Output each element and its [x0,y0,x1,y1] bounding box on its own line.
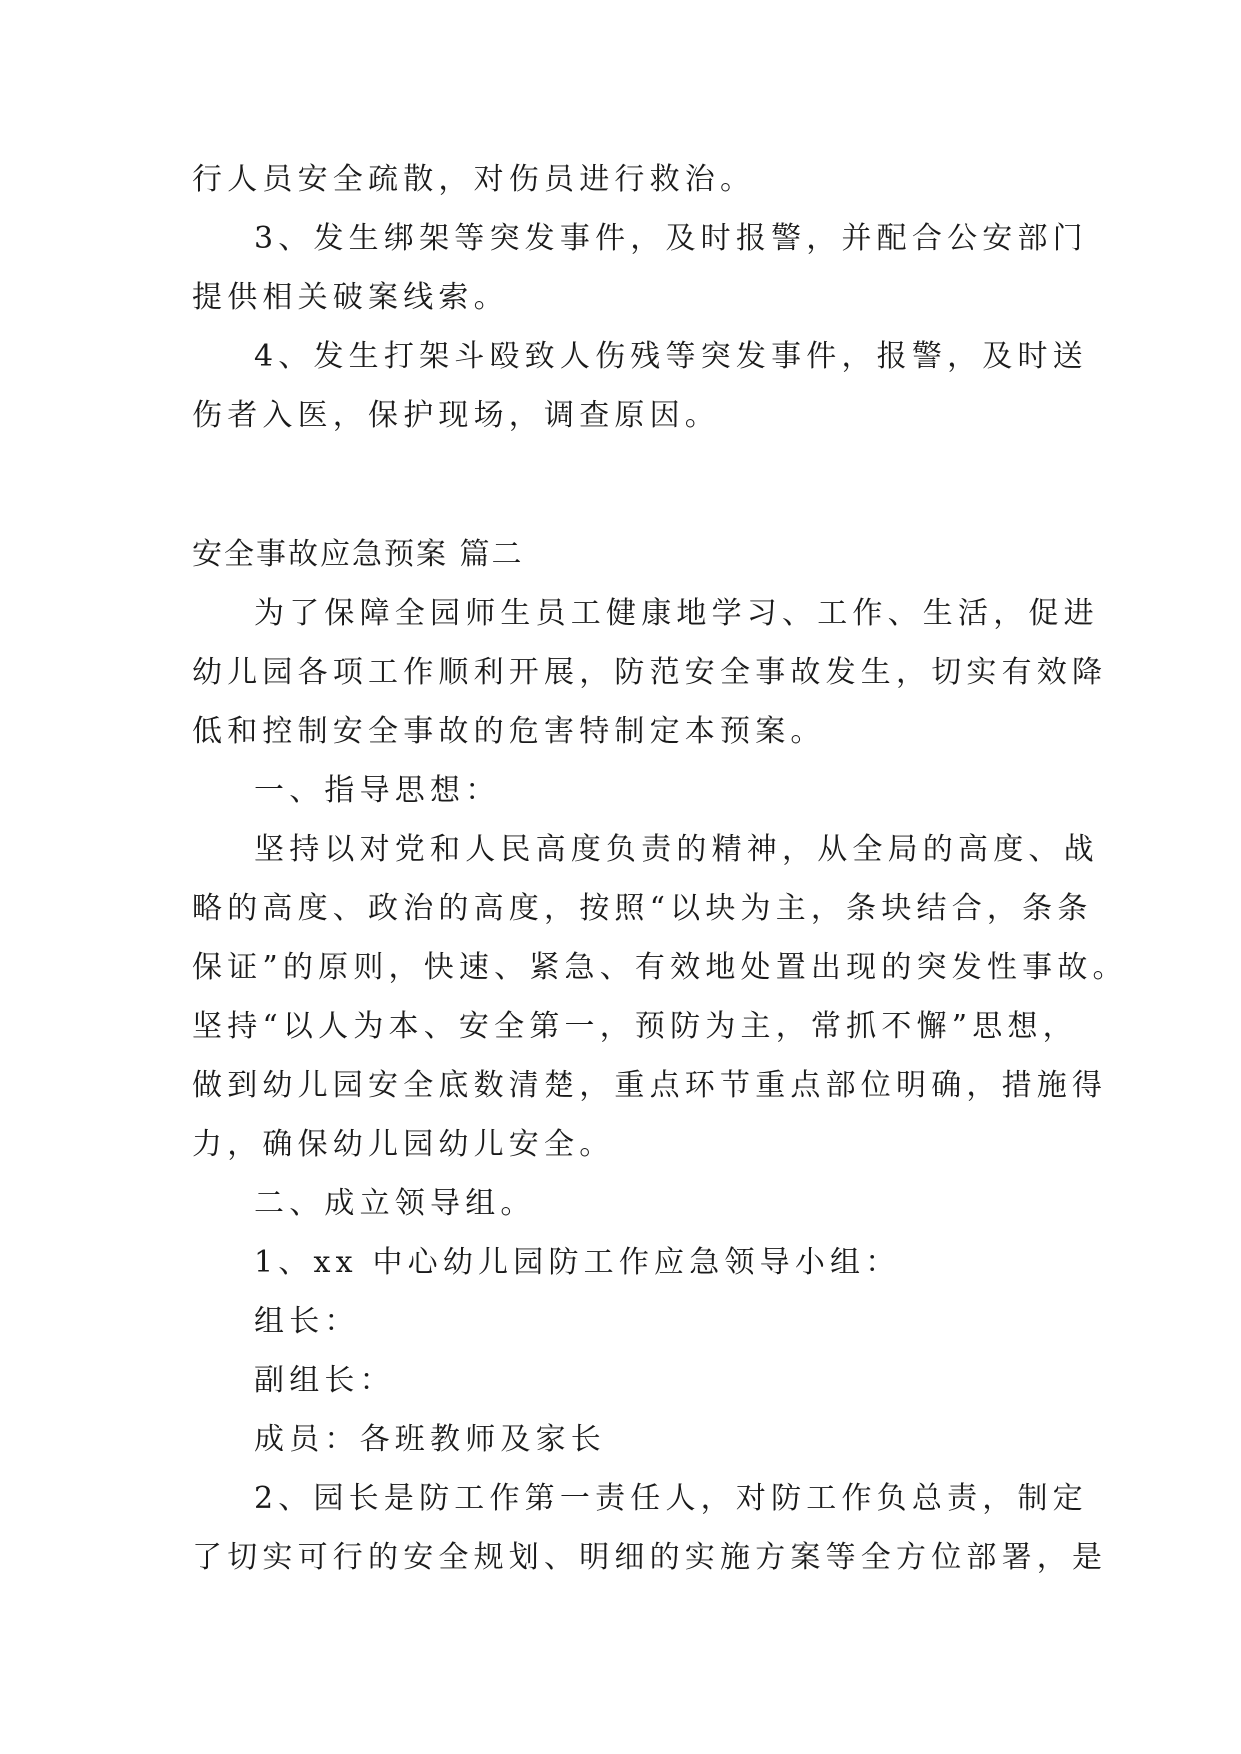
paragraph-line: 4、发生打架斗殴致人伤残等突发事件，报警，及时送 [254,339,1088,374]
paragraph-line: 组长： [254,1304,360,1339]
paragraph-line: 成员：各班教师及家长 [254,1422,606,1457]
section-gap [192,445,1050,525]
paragraph-line: 2、园长是防工作第一责任人，对防工作负总责，制定 [254,1481,1088,1516]
paragraph-line: 1、xx 中心幼儿园防工作应急领导小组： [254,1245,901,1280]
document-body [192,150,1128,1587]
paragraph-line: 略的高度、政治的高度，按照“以块为主，条块结合，条条 [192,891,1093,926]
paragraph-line: 坚持以对党和人民高度负责的精神，从全局的高度、战 [254,832,1099,867]
paragraph-line: 保证”的原则，快速、紧急、有效地处置出现的突发性事故。 [192,950,1128,985]
paragraph-line: 副组长： [254,1363,395,1398]
paragraph-line: 幼儿园各项工作顺利开展，防范安全事故发生，切实有效降 [192,655,1108,690]
paragraph-line: 了切实可行的安全规划、明细的实施方案等全方位部署，是 [192,1540,1108,1575]
paragraph-line: 为了保障全园师生员工健康地学习、工作、生活，促进 [254,596,1099,631]
paragraph-line: 做到幼儿园安全底数清楚，重点环节重点部位明确，措施得 [192,1068,1108,1103]
paragraph-line: 3、发生绑架等突发事件，及时报警，并配合公安部门 [254,221,1088,256]
paragraph-line: 低和控制安全事故的危害特制定本预案。 [192,714,826,749]
paragraph-line: 力，确保幼儿园幼儿安全。 [192,1127,615,1162]
paragraph-line: 一、指导思想： [254,773,501,808]
paragraph-line: 提供相关破案线索。 [192,280,509,315]
paragraph-line: 行人员安全疏散，对伤员进行救治。 [192,162,756,197]
paragraph-line: 二、成立领导组。 [254,1186,536,1221]
paragraph-line: 伤者入医，保护现场，调查原因。 [192,398,720,433]
section-heading: 安全事故应急预案 篇二 [192,537,524,572]
paragraph-line: 坚持“以人为本、安全第一，预防为主，常抓不懈”思想， [192,1009,1078,1044]
